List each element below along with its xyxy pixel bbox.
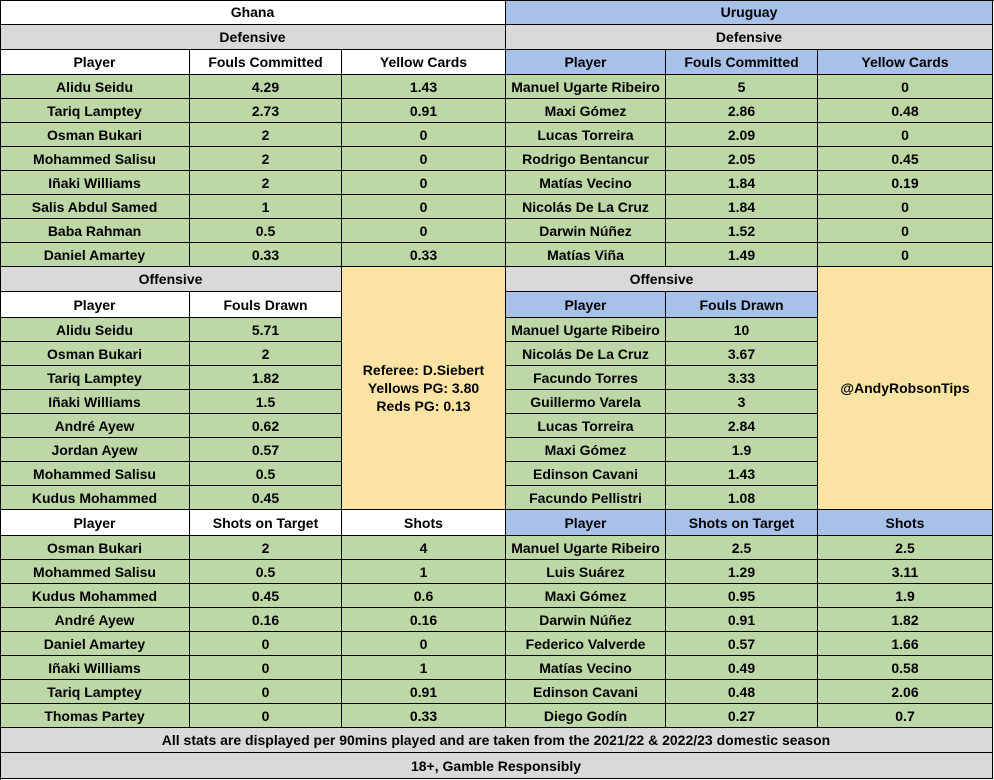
uruguay-offensive-value: 3.33 <box>666 366 818 390</box>
uruguay-team-header: Uruguay <box>506 0 993 25</box>
ghana-defensive-col-header: Player <box>0 50 190 75</box>
ghana-offensive-player: Jordan Ayew <box>0 438 190 462</box>
uruguay-shots-value: 0.95 <box>666 584 818 608</box>
uruguay-defensive-player: Lucas Torreira <box>506 123 666 147</box>
ghana-offensive-value: 1.82 <box>190 366 342 390</box>
uruguay-shots-col-header: Shots <box>818 510 993 536</box>
uruguay-defensive-player: Manuel Ugarte Ribeiro <box>506 75 666 99</box>
ghana-defensive-player: Baba Rahman <box>0 219 190 243</box>
uruguay-shots-value: 2.06 <box>818 680 993 704</box>
ghana-shots-value: 0.6 <box>342 584 506 608</box>
uruguay-offensive-player: Guillermo Varela <box>506 390 666 414</box>
ghana-defensive-player: Tariq Lamptey <box>0 99 190 123</box>
ghana-shots-col-header: Player <box>0 510 190 536</box>
uruguay-defensive-value: 0 <box>818 123 993 147</box>
uruguay-shots-value: 0.48 <box>666 680 818 704</box>
ghana-defensive-value: 2 <box>190 147 342 171</box>
footer-note: All stats are displayed per 90mins played and are taken from the 2021/22 & 2022/23 domestic season <box>0 728 993 753</box>
ghana-shots-player: André Ayew <box>0 608 190 632</box>
ghana-defensive-player: Iñaki Williams <box>0 171 190 195</box>
uruguay-shots-player: Luis Suárez <box>506 560 666 584</box>
ghana-defensive-player: Salis Abdul Samed <box>0 195 190 219</box>
uruguay-shots-value: 0.27 <box>666 704 818 728</box>
uruguay-shots-value: 0.91 <box>666 608 818 632</box>
ghana-defensive-value: 0 <box>342 171 506 195</box>
ghana-offensive-player: Iñaki Williams <box>0 390 190 414</box>
ghana-defensive-player: Daniel Amartey <box>0 243 190 267</box>
ghana-shots-col-header: Shots <box>342 510 506 536</box>
uruguay-offensive-player: Facundo Torres <box>506 366 666 390</box>
referee-info-box <box>342 267 506 510</box>
ghana-defensive-col-header: Yellow Cards <box>342 50 506 75</box>
uruguay-shots-player: Edinson Cavani <box>506 680 666 704</box>
uruguay-defensive-value: 1.49 <box>666 243 818 267</box>
uruguay-offensive-value: 10 <box>666 318 818 342</box>
ghana-defensive-value: 0.5 <box>190 219 342 243</box>
uruguay-offensive-value: 1.43 <box>666 462 818 486</box>
ghana-shots-value: 2 <box>190 536 342 560</box>
uruguay-offensive-player: Lucas Torreira <box>506 414 666 438</box>
ghana-defensive-value: 0 <box>342 123 506 147</box>
ghana-offensive-player: André Ayew <box>0 414 190 438</box>
uruguay-shots-player: Maxi Gómez <box>506 584 666 608</box>
ghana-offensive-value: 1.5 <box>190 390 342 414</box>
ghana-defensive-value: 0.33 <box>342 243 506 267</box>
ghana-shots-player: Mohammed Salisu <box>0 560 190 584</box>
uruguay-defensive-title: Defensive <box>506 25 993 50</box>
uruguay-shots-player: Federico Valverde <box>506 632 666 656</box>
ghana-offensive-value: 2 <box>190 342 342 366</box>
uruguay-shots-player: Manuel Ugarte Ribeiro <box>506 536 666 560</box>
uruguay-defensive-value: 2.09 <box>666 123 818 147</box>
uruguay-defensive-player: Matías Viña <box>506 243 666 267</box>
ghana-shots-value: 1 <box>342 560 506 584</box>
uruguay-defensive-value: 0 <box>818 243 993 267</box>
uruguay-shots-value: 1.9 <box>818 584 993 608</box>
uruguay-shots-value: 1.82 <box>818 608 993 632</box>
uruguay-offensive-value: 1.08 <box>666 486 818 510</box>
ghana-defensive-value: 0.91 <box>342 99 506 123</box>
ghana-defensive-title: Defensive <box>0 25 506 50</box>
uruguay-defensive-value: 1.52 <box>666 219 818 243</box>
uruguay-defensive-value: 0.48 <box>818 99 993 123</box>
uruguay-shots-value: 0.7 <box>818 704 993 728</box>
ghana-defensive-value: 0 <box>342 195 506 219</box>
ghana-offensive-player: Osman Bukari <box>0 342 190 366</box>
ghana-offensive-col-header: Player <box>0 292 190 318</box>
ghana-offensive-value: 0.62 <box>190 414 342 438</box>
uruguay-shots-value: 1.66 <box>818 632 993 656</box>
uruguay-offensive-col-header: Fouls Drawn <box>666 292 818 318</box>
uruguay-defensive-player: Matías Vecino <box>506 171 666 195</box>
ghana-shots-value: 0.33 <box>342 704 506 728</box>
ghana-shots-value: 0 <box>190 704 342 728</box>
referee-line3: Reds PG: 0.13 <box>376 398 471 414</box>
uruguay-shots-value: 0.58 <box>818 656 993 680</box>
uruguay-shots-col-header: Player <box>506 510 666 536</box>
social-handle: @AndyRobsonTips <box>818 267 993 510</box>
ghana-defensive-value: 2 <box>190 123 342 147</box>
uruguay-defensive-col-header: Yellow Cards <box>818 50 993 75</box>
uruguay-offensive-value: 2.84 <box>666 414 818 438</box>
ghana-offensive-value: 0.45 <box>190 486 342 510</box>
ghana-shots-value: 0 <box>342 632 506 656</box>
uruguay-offensive-player: Facundo Pellistri <box>506 486 666 510</box>
uruguay-offensive-value: 3 <box>666 390 818 414</box>
ghana-shots-value: 0 <box>190 656 342 680</box>
referee-line1: Referee: D.Siebert <box>362 362 485 378</box>
ghana-shots-col-header: Shots on Target <box>190 510 342 536</box>
uruguay-offensive-player: Manuel Ugarte Ribeiro <box>506 318 666 342</box>
ghana-shots-value: 0.16 <box>190 608 342 632</box>
uruguay-defensive-value: 2.86 <box>666 99 818 123</box>
uruguay-defensive-value: 0 <box>818 75 993 99</box>
uruguay-shots-player: Matías Vecino <box>506 656 666 680</box>
ghana-shots-value: 1 <box>342 656 506 680</box>
ghana-defensive-value: 1.43 <box>342 75 506 99</box>
ghana-shots-value: 0.16 <box>342 608 506 632</box>
uruguay-offensive-value: 3.67 <box>666 342 818 366</box>
uruguay-offensive-player: Edinson Cavani <box>506 462 666 486</box>
uruguay-defensive-value: 2.05 <box>666 147 818 171</box>
uruguay-shots-value: 0.49 <box>666 656 818 680</box>
ghana-shots-value: 0 <box>190 632 342 656</box>
ghana-defensive-player: Osman Bukari <box>0 123 190 147</box>
uruguay-defensive-col-header: Fouls Committed <box>666 50 818 75</box>
uruguay-defensive-player: Darwin Núñez <box>506 219 666 243</box>
ghana-defensive-value: 1 <box>190 195 342 219</box>
uruguay-shots-col-header: Shots on Target <box>666 510 818 536</box>
uruguay-shots-player: Darwin Núñez <box>506 608 666 632</box>
footer-disclaimer: 18+, Gamble Responsibly <box>0 753 993 779</box>
ghana-shots-value: 0.45 <box>190 584 342 608</box>
uruguay-defensive-col-header: Player <box>506 50 666 75</box>
ghana-shots-player: Iñaki Williams <box>0 656 190 680</box>
uruguay-defensive-player: Nicolás De La Cruz <box>506 195 666 219</box>
referee-line2: Yellows PG: 3.80 <box>367 380 480 396</box>
ghana-shots-value: 0 <box>190 680 342 704</box>
ghana-defensive-value: 4.29 <box>190 75 342 99</box>
ghana-defensive-player: Alidu Seidu <box>0 75 190 99</box>
uruguay-defensive-value: 5 <box>666 75 818 99</box>
uruguay-defensive-value: 1.84 <box>666 171 818 195</box>
ghana-offensive-player: Mohammed Salisu <box>0 462 190 486</box>
ghana-offensive-player: Tariq Lamptey <box>0 366 190 390</box>
ghana-shots-player: Tariq Lamptey <box>0 680 190 704</box>
ghana-defensive-col-header: Fouls Committed <box>190 50 342 75</box>
ghana-defensive-value: 0 <box>342 219 506 243</box>
uruguay-shots-value: 2.5 <box>666 536 818 560</box>
uruguay-offensive-col-header: Player <box>506 292 666 318</box>
ghana-offensive-value: 5.71 <box>190 318 342 342</box>
uruguay-offensive-title: Offensive <box>506 267 818 292</box>
uruguay-offensive-player: Maxi Gómez <box>506 438 666 462</box>
ghana-defensive-value: 2.73 <box>190 99 342 123</box>
ghana-shots-value: 4 <box>342 536 506 560</box>
uruguay-defensive-value: 0.19 <box>818 171 993 195</box>
ghana-offensive-value: 0.57 <box>190 438 342 462</box>
uruguay-defensive-value: 0 <box>818 195 993 219</box>
ghana-offensive-col-header: Fouls Drawn <box>190 292 342 318</box>
ghana-defensive-value: 0 <box>342 147 506 171</box>
ghana-defensive-player: Mohammed Salisu <box>0 147 190 171</box>
ghana-shots-player: Daniel Amartey <box>0 632 190 656</box>
ghana-defensive-value: 0.33 <box>190 243 342 267</box>
uruguay-defensive-value: 0 <box>818 219 993 243</box>
uruguay-shots-value: 3.11 <box>818 560 993 584</box>
ghana-offensive-player: Alidu Seidu <box>0 318 190 342</box>
ghana-team-header: Ghana <box>0 0 506 25</box>
uruguay-shots-value: 0.57 <box>666 632 818 656</box>
uruguay-defensive-player: Maxi Gómez <box>506 99 666 123</box>
ghana-shots-value: 0.5 <box>190 560 342 584</box>
uruguay-defensive-value: 0.45 <box>818 147 993 171</box>
uruguay-shots-value: 1.29 <box>666 560 818 584</box>
ghana-shots-player: Kudus Mohammed <box>0 584 190 608</box>
uruguay-offensive-value: 1.9 <box>666 438 818 462</box>
ghana-offensive-player: Kudus Mohammed <box>0 486 190 510</box>
ghana-defensive-value: 2 <box>190 171 342 195</box>
uruguay-offensive-player: Nicolás De La Cruz <box>506 342 666 366</box>
uruguay-shots-player: Diego Godín <box>506 704 666 728</box>
ghana-shots-player: Thomas Partey <box>0 704 190 728</box>
ghana-shots-value: 0.91 <box>342 680 506 704</box>
ghana-shots-player: Osman Bukari <box>0 536 190 560</box>
uruguay-shots-value: 2.5 <box>818 536 993 560</box>
ghana-offensive-value: 0.5 <box>190 462 342 486</box>
uruguay-defensive-value: 1.84 <box>666 195 818 219</box>
uruguay-defensive-player: Rodrigo Bentancur <box>506 147 666 171</box>
ghana-offensive-title: Offensive <box>0 267 342 292</box>
